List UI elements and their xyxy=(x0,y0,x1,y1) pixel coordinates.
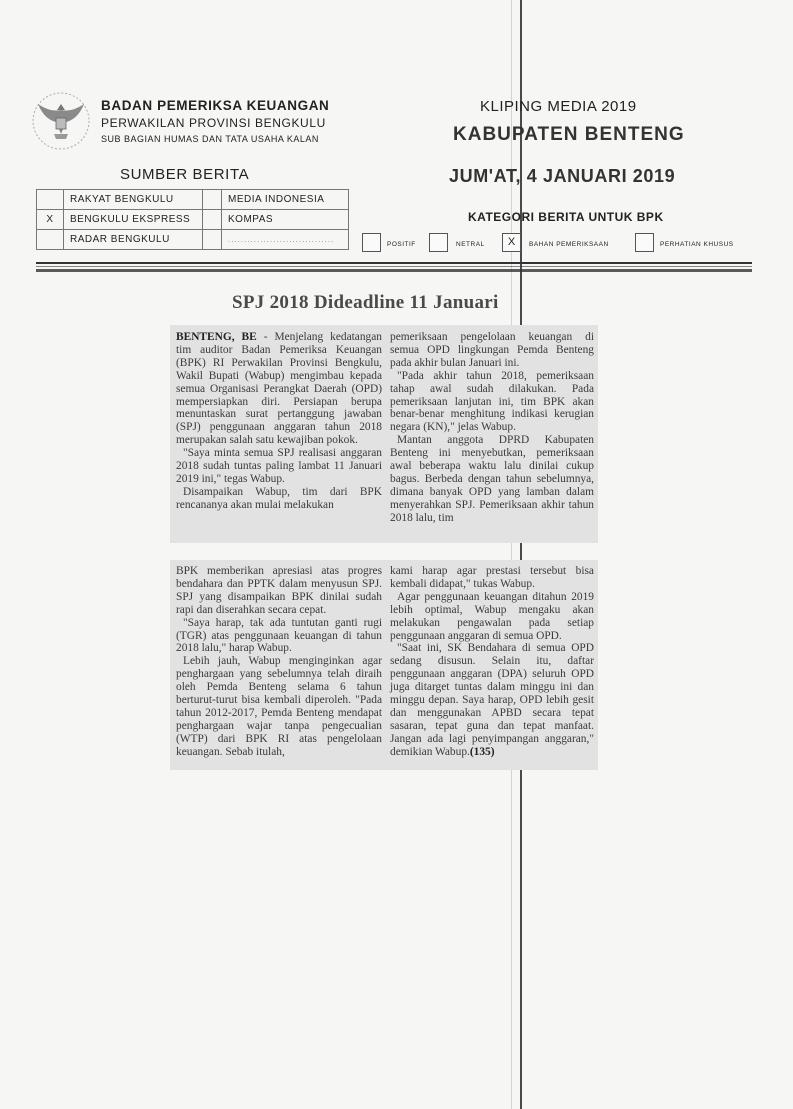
kliping-title: KLIPING MEDIA 2019 xyxy=(480,98,637,115)
source-name: RAKYAT BENGKULU xyxy=(64,190,203,210)
source-row xyxy=(37,210,349,230)
article-paragraph: Agar penggunaan keuangan ditahun 2019 lebih optimal, Wabup mengaku akan melakukan pengawalan pada setiap penggunaan anggaran di semua OPD. xyxy=(390,590,594,642)
article-paragraph: kami harap agar prestasi tersebut bisa kembali didapat," tukas Wabup. xyxy=(390,565,594,590)
article-paragraph: BENTENG, BE - Menjelang kedatangan tim auditor Badan Pemeriksa Keuangan (BPK) RI Perwakilan Provinsi Bengkulu, Wakil Bupati (Wabup) mengimbau kepada semua Organisasi Perangkat Daerah (OPD) mempersiapkan diri. Persiapan berupa menuntaskan surat pertanggung jawaban (SPJ) penggunaan anggaran tahun 2018 merupakan salah satu kewajiban pokok. xyxy=(176,331,382,447)
article-paragraph: Disampaikan Wabup, tim dari BPK rencananya akan mulai melakukan xyxy=(176,485,382,511)
article-column xyxy=(390,331,594,525)
source-mark xyxy=(37,190,64,210)
source-name: MEDIA INDONESIA xyxy=(222,190,349,210)
sources-title: SUMBER BERITA xyxy=(120,166,250,183)
article-column xyxy=(176,565,382,759)
article-column xyxy=(176,331,382,512)
article-column xyxy=(390,565,594,759)
source-name-blank: ................................. xyxy=(222,230,349,250)
category-checkbox-bahan-pemeriksaan: X xyxy=(502,233,521,252)
source-mark xyxy=(37,230,64,250)
category-label: BAHAN PEMERIKSAAN xyxy=(529,241,609,248)
clipping-date: JUM'AT, 4 JANUARI 2019 xyxy=(449,166,676,186)
category-label: POSITIF xyxy=(387,241,416,248)
article-headline: SPJ 2018 Dideadline 11 Januari xyxy=(232,292,499,313)
article-paragraph: "Saya minta semua SPJ realisasi anggaran 2018 sudah tuntas paling lambat 11 Januari 2019 ini," tegas Wabup. xyxy=(176,447,382,485)
category-label: NETRAL xyxy=(456,241,485,248)
source-name: KOMPAS xyxy=(222,210,349,230)
divider xyxy=(36,262,752,264)
org-subdivision: SUB BAGIAN HUMAS DAN TATA USAHA KALAN xyxy=(101,134,319,144)
article-paragraph: "Saya harap, tak ada tuntutan ganti rugi (TGR) atas penggunaan keuangan di tahun 2018 lalu," harap Wabup. xyxy=(176,616,382,655)
source-name: RADAR BENGKULU xyxy=(64,230,203,250)
article-paragraph: pemeriksaan pengelolaan keuangan di semua OPD lingkungan Pemda Benteng pada akhir bulan Januari ini. xyxy=(390,331,594,369)
category-checkbox-perhatian-khusus xyxy=(635,233,654,252)
article-paragraph: BPK memberikan apresiasi atas progres bendahara dan PPTK dalam menyusun SPJ. SPJ yang disampaikan BPK dinilai sudah rapi dan diserahkan secara cepat. xyxy=(176,565,382,616)
article-dateline: BENTENG, BE xyxy=(176,331,257,343)
category-label: PERHATIAN KHUSUS xyxy=(660,241,734,248)
category-title: KATEGORI BERITA UNTUK BPK xyxy=(468,210,664,224)
article-paragraph: Mantan anggota DPRD Kabupaten Benteng ini menyebutkan, pemeriksaan awal beberapa waktu lalu dinilai cukup bagus. Berbeda dengan tahun sebelumnya, dimana banyak OPD yang lamban dalam menyerahkan SPJ. Pemeriksaan akhir tahun 2018 lalu, tim xyxy=(390,434,594,524)
category-checkbox-positif xyxy=(362,233,381,252)
article-paragraph: "Saat ini, SK Bendahara di semua OPD sedang disusun. Selain itu, daftar penggunaan anggaran (DPA) seluruh OPD juga ditarget tuntas dalam minggu ini dan minggu depan. Saya harap, OPD lebih gesit dan menggunakan APBD secara tepat sasaran, tepat guna dan tepat manfaat. Jangan ada lagi penyimpangan anggaran," demikian Wabup.(135) xyxy=(390,642,594,758)
article-paragraph: "Pada akhir tahun 2018, pemeriksaan tahap awal sudah dilakukan. Pada pemeriksaan lanjutan ini, tim BPK akan benar-benar menghitung indikasi kerugian negara (KN)," jelas Wabup. xyxy=(390,369,594,434)
divider xyxy=(36,266,752,267)
sources-table xyxy=(36,189,349,250)
org-name: BADAN PEMERIKSA KEUANGAN xyxy=(101,98,330,113)
org-branch: PERWAKILAN PROVINSI BENGKULU xyxy=(101,116,326,130)
kabupaten-title: KABUPATEN BENTENG xyxy=(453,124,685,145)
category-checkbox-netral xyxy=(429,233,448,252)
garuda-logo xyxy=(30,90,92,152)
divider xyxy=(36,269,752,272)
source-name: BENGKULU EKSPRESS xyxy=(64,210,203,230)
source-row xyxy=(37,190,349,210)
source-mark: X xyxy=(37,210,64,230)
source-row xyxy=(37,230,349,250)
article-paragraph: Lebih jauh, Wabup menginginkan agar penghargaan yang sebelumnya telah diraih oleh Pemda Benteng selama 6 tahun berturut-turut bisa kembali diperoleh. "Pada tahun 2012-2017, Pemda Benteng mendapat penghargaan wajar tanpa pengecualian (WTP) dari BPK RI atas pengelolaan keuangan. Sebab itulah, xyxy=(176,655,382,758)
article-author-code: (135) xyxy=(469,745,495,758)
